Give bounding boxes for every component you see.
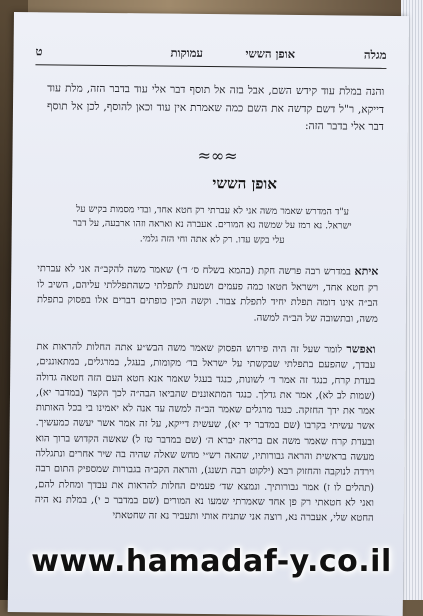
- header-book: מגלה: [363, 47, 387, 62]
- paragraph-2: [35, 338, 376, 526]
- header-section: עמוקות: [170, 45, 204, 60]
- site-watermark: www.hamadaf-y.co.il: [31, 544, 392, 579]
- ornament-divider: ≈∞≈: [197, 145, 238, 166]
- book-page: [8, 12, 409, 616]
- paragraph-1-text: במדרש רבה פרשה חקת (בהמא בשלח ס׳ ד׳) שאמר משה להקב״ה אני לא עברתי רק חטא אחד, וישראל חטאו כמה פעמים ושמעת לתפלתי כשהתפללתי עליהם, השיב לו הב״ה אינו דומה תפלת יחיד לתפלת צבור. וקשה הכין כופתים דברים אלו בפסוק בתפלת משה, ובתשובה של הב״ה למשה.: [36, 263, 379, 325]
- section-title: אופן הששי: [212, 174, 278, 193]
- header-chapter: אופן הששי: [245, 46, 296, 61]
- paragraph-2-text: לומר שעל זה היה פירוש הפסוק שאמר משה הבש״ע אתה החלות להראות את עבדך, שהפעם בתפלתי שבקשתי על ישראל בד׳ מקומות, בעגל, במרגלים, במתאוננים, בעדת קרח, כנגד זה אמר ד׳ לשונות, כנגד בעגל שאמר אנא חטא העם הזה חטאה גדולה (שמות לב לא), אמר את גדלך. כנגד המתאוננים שהביאו הבה״ה לכך הקצר (במדבר יא), אמר את ידך החזקה. כנגד מרגלים שאמר הב״ה למשה עד אנה לא יאמינו בי בכל האותות אשר עשיתי בקרבו (שם במדבר יד יא), שעשית דייקא, על זה אמר אשר יעשה כמעשיך. ובעדת קרח שאמר משה אם בריאה יברא ה׳ (שם במדבר טז ל) שאשה הקדוש ברוך הוא מעשה בראשית והראה גבורותיו, שהאה רש״י מחש שאלה שהיה בה שיר אחרים ונתגללה וירדה לנוקבה והחזוק רבא (ילקוט רבה תשנג), והראה הקב״ה בגבורות שמספיק התום רבה (תהלים לו ז) אמר גבורותיך. ונמצא שד׳ פעמים החלות להראות את עבדך ומחלת להם, ואני לא חטאתי רק פן אחד שאמרתי שמעו נא המורים (שם במדבר כ י), במלת נא היה החטא שלי, אעברה נא, רוצה אני שתניח אותי ותעביר נא זה שחטאתי: [34, 341, 376, 525]
- paragraph-1-lead-word: איתא: [354, 264, 379, 278]
- paragraph-1: [37, 260, 379, 327]
- section-subtitle: ע"ד המדרש שאמר משה אני לא עברתי רק חטא אחד, ובדי מסמות בקיש על ישראל. נא רמז על שמשה נא המורים. אעברה נא ואראה וזהו ארבעה, על דבר עלי בקש עדו. רק לא אתה וחי הזה גלמי.: [72, 203, 352, 246]
- paragraph-2-lead-word: ואפשר: [346, 342, 376, 356]
- intro-paragraph: והנה במלת עוד קידש השם, אבל בזה אל תוסף דבר אלי עוד בדבר הזה, מלת עוד דייקא, ר"ל דשם קדשה את השם כמה שאמרת אין עוד וכאן להוסף, לכן אל תוסף דבר אלי בדבר הזה:: [46, 82, 385, 134]
- page-number: ט: [35, 44, 43, 59]
- running-header: [35, 42, 386, 66]
